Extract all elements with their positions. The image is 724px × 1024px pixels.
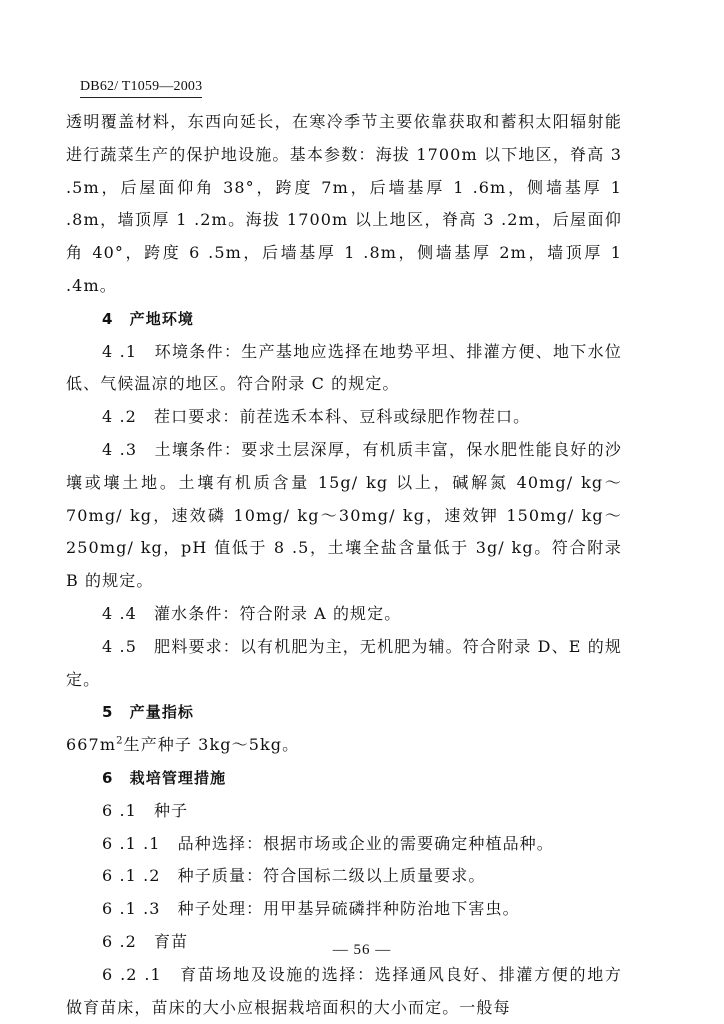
document-body [66, 106, 622, 1024]
clause-4-5: 4 .5 肥料要求：以有机肥为主，无机肥为辅。符合附录 D、E 的规定。 [66, 636, 622, 689]
yield-area-value: 667m [66, 735, 117, 755]
yield-quantity-text: 生产种子 3kg～5kg。 [123, 735, 300, 755]
yield-area-superscript: 2 [116, 735, 124, 747]
document-code-header: DB62/ T1059—2003 [80, 78, 202, 98]
clause-6-1-3: 6 .1 .3 种子处理：用甲基异硫磷拌种防治地下害虫。 [102, 899, 520, 919]
subsection-6-1: 6 .1 种子 [102, 800, 189, 820]
clause-4-4: 4 .4 灌水条件：符合附录 A 的规定。 [102, 603, 402, 623]
page-number: — 56 — [332, 942, 392, 958]
clause-6-2-1: 6 .2 .1 育苗场地及设施的选择：选择通风良好、排灌方便的地方做育苗床，苗床的大小应根据栽培面积的大小而定。一般每 [66, 964, 622, 1017]
clause-6-1-2: 6 .1 .2 种子质量：符合国标二级以上质量要求。 [102, 866, 486, 886]
subsection-6-2: 6 .2 育苗 [102, 931, 189, 951]
paragraph-greenhouse-definition: 透明覆盖材料，东西向延长，在寒冷季节主要依靠获取和蓄积太阳辐射能进行蔬菜生产的保护地设施。基本参数：海拔 1700m 以下地区，脊高 3 .5m，后屋面仰角 38°，跨度 7m，后墙基厚 1 .6m，侧墙基厚 1 .8m，墙顶厚 1 .2m。海拔 1700m 以上地区，脊高 3 .2m，后屋面仰角 40°，跨度 6 .5m，后墙基厚 1 .8m，侧墙基厚 2m，墙顶厚 1 .4m。 [66, 112, 622, 295]
clause-4-1: 4 .1 环境条件：生产基地应选择在地势平坦、排灌方便、地下水位低、气候温凉的地区。符合附录 C 的规定。 [66, 341, 622, 394]
section-heading-5: 5 产量指标 [102, 703, 195, 722]
yield-indicator [66, 729, 622, 762]
clause-4-2: 4 .2 茬口要求：前茬选禾本科、豆科或绿肥作物茬口。 [102, 407, 531, 427]
clause-4-3: 4 .3 土壤条件：要求土层深厚，有机质丰富，保水肥性能良好的沙壤或壤土地。土壤有机质含量 15g/ kg 以上，碱解氮 40mg/ kg～70mg/ kg，速效磷 10mg/ kg～30mg/ kg，速效钾 150mg/ kg～250mg/ kg，pH 值低于 8 .5，土壤全盐含量低于 3g/ kg。符合附录 B 的规定。 [66, 439, 622, 591]
section-heading-4: 4 产地环境 [102, 309, 195, 328]
section-heading-6: 6 栽培管理措施 [102, 768, 227, 787]
clause-6-1-1: 6 .1 .1 品种选择：根据市场或企业的需要确定种植品种。 [102, 833, 554, 853]
